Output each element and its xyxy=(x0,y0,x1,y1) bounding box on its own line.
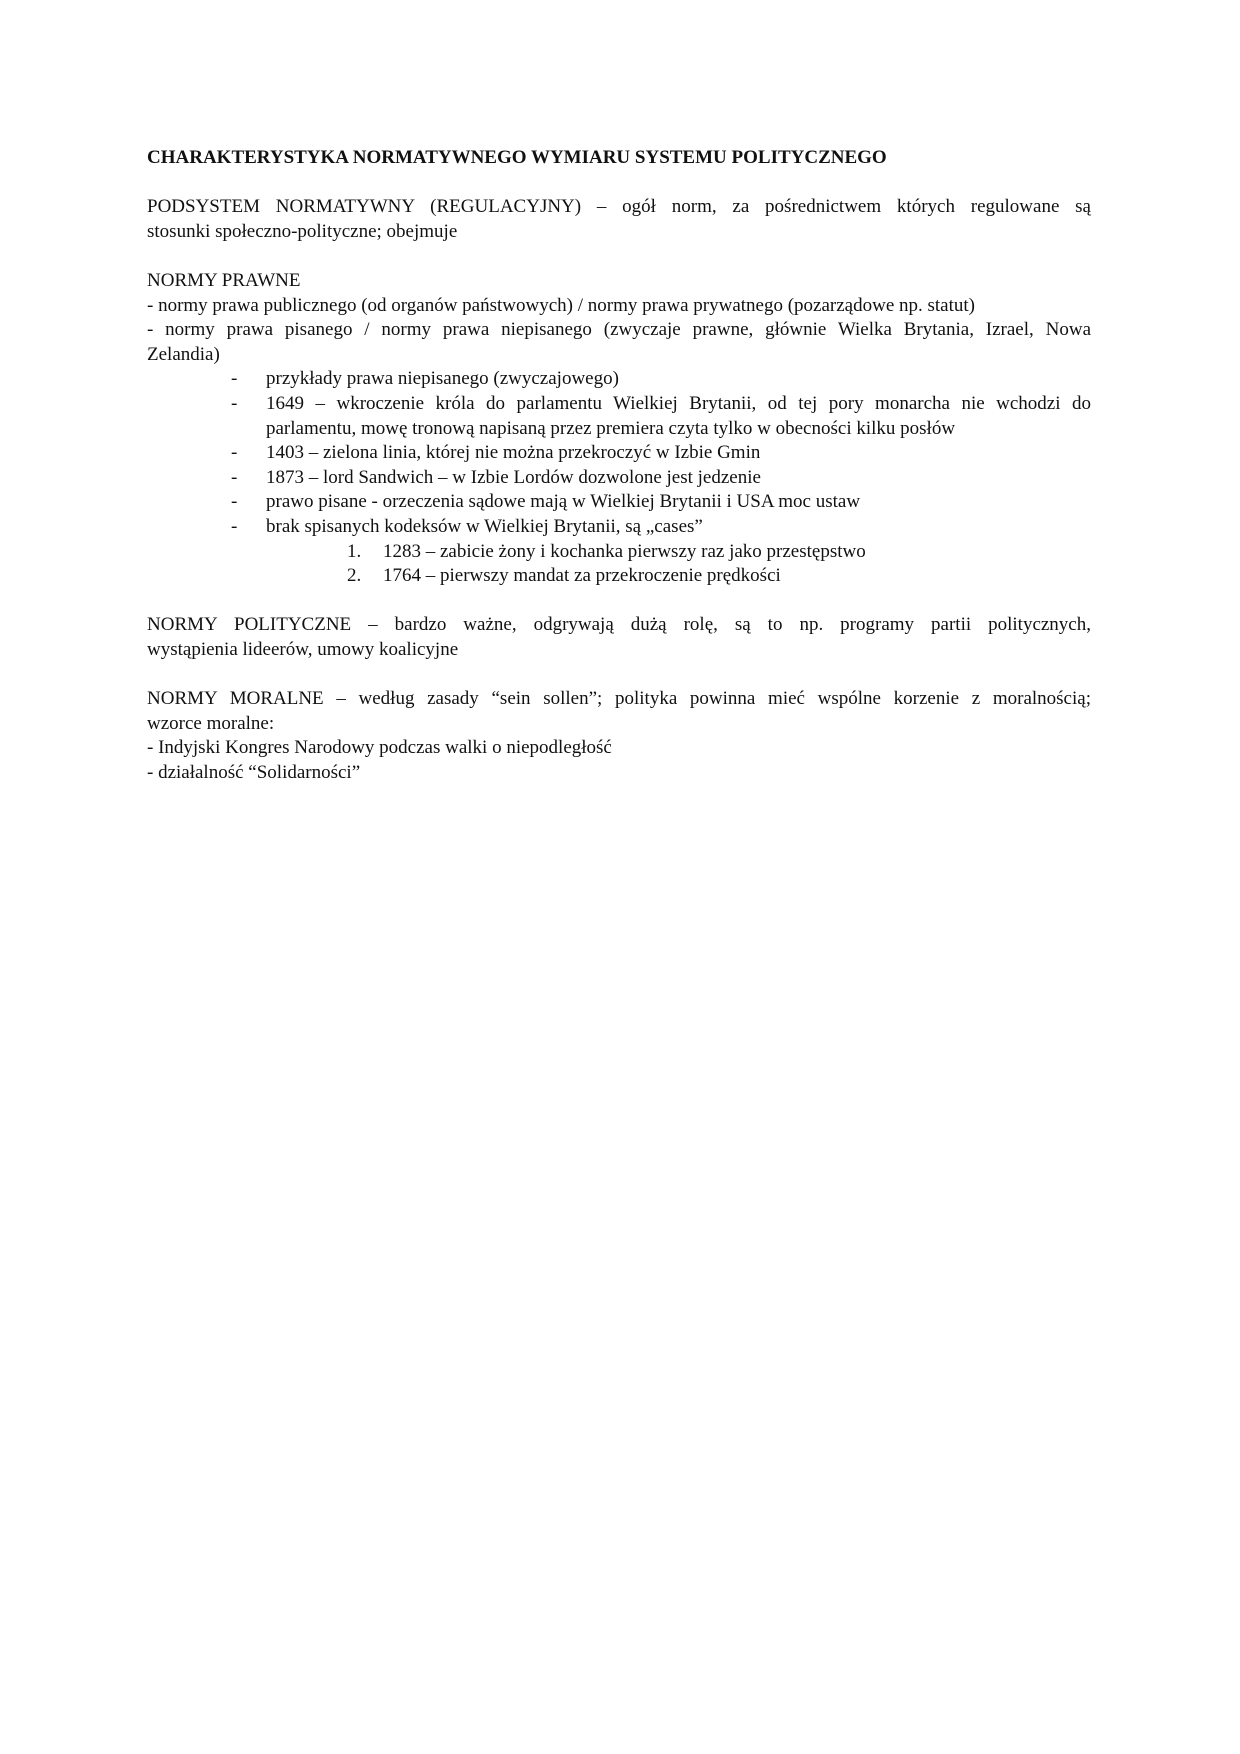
list-item xyxy=(147,441,1091,466)
spacer xyxy=(147,589,1091,614)
document-page xyxy=(147,146,1091,785)
list-item xyxy=(147,490,1091,515)
spacer xyxy=(147,171,1091,196)
document-title: CHARAKTERYSTYKA NORMATYWNEGO WYMIARU SYSTEMU POLITYCZNEGO xyxy=(147,147,887,168)
bullet-dash: - xyxy=(231,466,238,488)
moralne-paragraph-line: - Indyjski Kongres Narodowy podczas walki o niepodległość xyxy=(147,737,612,759)
numbered-item-text: 1764 – pierwszy mandat za przekroczenie prędkości xyxy=(383,565,781,587)
list-item-text: brak spisanych kodeksów w Wielkiej Brytanii, są „cases” xyxy=(266,515,703,537)
list-item-text: parlamentu, mowę tronową napisaną przez premiera czyta tylko w obecności kilku posłów xyxy=(266,417,956,439)
polityczne-paragraph-line: NORMY POLITYCZNE – bardzo ważne, odgrywają dużą rolę, są to np. programy partii politycznych, xyxy=(147,614,1091,636)
spacer xyxy=(147,662,1091,687)
list-item-text: przykłady prawa niepisanego (zwyczajowego) xyxy=(266,368,619,390)
bullet-dash: - xyxy=(231,442,238,464)
moralne-paragraph-line: wzorce moralne: xyxy=(147,712,275,734)
number-marker: 1. xyxy=(347,540,362,562)
list-item xyxy=(147,392,1091,417)
list-item-text: prawo pisane - orzeczenia sądowe mają w Wielkiej Brytanii i USA moc ustaw xyxy=(266,491,861,513)
number-marker: 2. xyxy=(347,565,362,587)
moralne-paragraph-line: - działalność “Solidarności” xyxy=(147,761,361,783)
list-item-text: 1403 – zielona linia, której nie można przekroczyć w Izbie Gmin xyxy=(266,442,761,464)
normy-prawne-line: - normy prawa pisanego / normy prawa niepisanego (zwyczaje prawne, głównie Wielka Brytania, Izrael, Nowa xyxy=(147,319,1091,341)
moralne-paragraph-line: NORMY MORALNE – według zasady “sein sollen”; polityka powinna mieć wspólne korzenie z moralnością; xyxy=(147,688,1091,710)
normy-prawne-line: Zelandia) xyxy=(147,343,220,365)
podsystem-paragraph-line: PODSYSTEM NORMATYWNY (REGULACYJNY) – ogół norm, za pośrednictwem których regulowane są xyxy=(147,196,1091,218)
bullet-dash: - xyxy=(231,368,238,390)
bullet-dash: - xyxy=(231,392,238,414)
podsystem-paragraph-line: stosunki społeczno-polityczne; obejmuje xyxy=(147,220,458,242)
numbered-item-text: 1283 – zabicie żony i kochanka pierwszy raz jako przestępstwo xyxy=(383,540,866,562)
list-item-text: 1649 – wkroczenie króla do parlamentu Wielkiej Brytanii, od tej pory monarcha nie wchodzi do xyxy=(266,392,1091,414)
polityczne-paragraph-line: wystąpienia lideerów, umowy koalicyjne xyxy=(147,638,459,660)
list-item xyxy=(147,367,1091,392)
numbered-item xyxy=(147,540,1091,565)
list-item xyxy=(147,466,1091,491)
list-item xyxy=(147,515,1091,540)
normy-prawne-line: - normy prawa publicznego (od organów państwowych) / normy prawa prywatnego (pozarządowe np. statut) xyxy=(147,294,976,316)
numbered-item xyxy=(147,564,1091,589)
bullet-dash: - xyxy=(231,491,238,513)
normy-prawne-heading: NORMY PRAWNE xyxy=(147,269,301,291)
list-item-continuation xyxy=(147,417,1091,442)
spacer xyxy=(147,244,1091,269)
bullet-dash: - xyxy=(231,515,238,537)
list-item-text: 1873 – lord Sandwich – w Izbie Lordów dozwolone jest jedzenie xyxy=(266,466,761,488)
